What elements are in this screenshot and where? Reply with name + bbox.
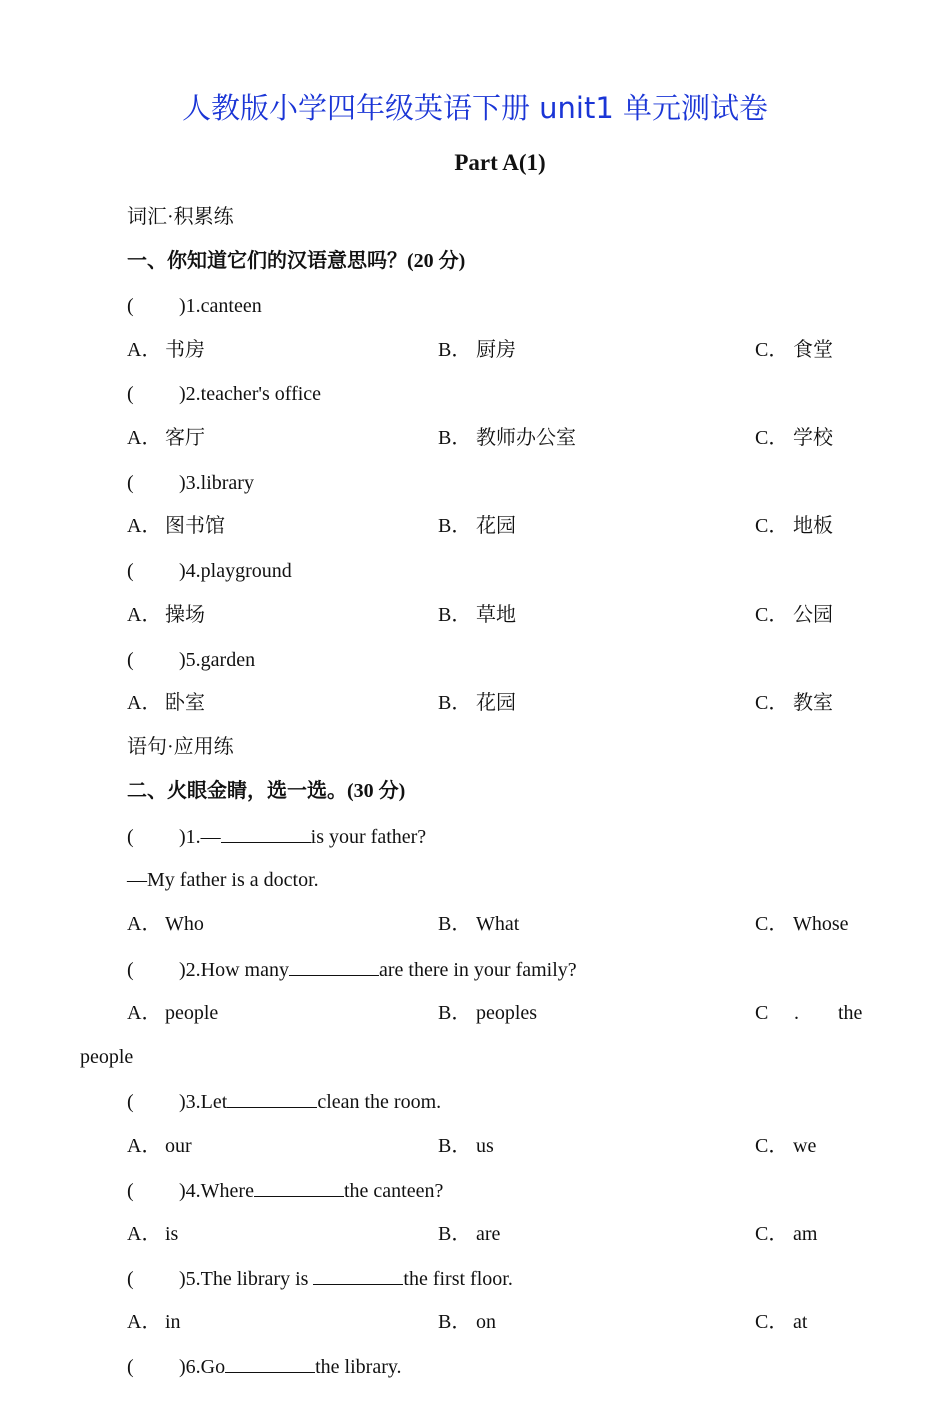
option-a[interactable]: A． is <box>127 1223 179 1245</box>
option-b[interactable]: B． are <box>438 1223 501 1245</box>
option-a[interactable]: A． people <box>127 1002 219 1024</box>
option-b[interactable]: B． 厨房 <box>438 339 516 361</box>
question: ( )2.How many are there in your family? <box>127 955 577 984</box>
question: ( )1.— is your father? <box>127 822 426 851</box>
option-c[interactable]: C． at <box>755 1311 808 1333</box>
option-c[interactable]: C． we <box>755 1135 817 1157</box>
answer-blank[interactable] <box>225 1352 315 1373</box>
option-b[interactable]: B． on <box>438 1311 496 1333</box>
answer-blank[interactable] <box>221 822 311 843</box>
vocab-heading: 词汇·积累练 <box>127 206 234 228</box>
option-b[interactable]: B． us <box>438 1135 494 1157</box>
option-b[interactable]: B． 教师办公室 <box>438 427 576 449</box>
option-c[interactable]: C． 食堂 <box>755 339 833 361</box>
option-c[interactable]: C <box>755 1002 769 1024</box>
question: ( )5.The library is the first floor. <box>127 1264 513 1293</box>
section1-heading: 一、你知道它们的汉语意思吗？(20 分) <box>127 250 466 272</box>
question: ( )1.canteen <box>127 295 262 317</box>
page-title: 人教版小学四年级英语下册 unit1 单元测试卷 <box>181 91 769 125</box>
question: ( )2.teacher's office <box>127 383 322 405</box>
option-b[interactable]: B． 花园 <box>438 692 516 714</box>
question: ( )4.playground <box>127 560 292 582</box>
answer-blank[interactable] <box>254 1176 344 1197</box>
option-c[interactable]: C． am <box>755 1223 818 1245</box>
section2-heading: 二、火眼金睛，选一选。(30 分) <box>127 780 406 802</box>
option-b[interactable]: B． 花园 <box>438 515 516 537</box>
sentence-heading: 语句·应用练 <box>127 736 234 758</box>
option-b[interactable]: B． What <box>438 913 520 935</box>
option-c-word: the <box>838 1002 863 1024</box>
option-a[interactable]: A． in <box>127 1311 181 1333</box>
option-c[interactable]: C． 公园 <box>755 604 833 626</box>
question: ( )4.Where the canteen? <box>127 1176 443 1205</box>
option-a[interactable]: A． Who <box>127 913 204 935</box>
option-b[interactable]: B． peoples <box>438 1002 538 1024</box>
question: ( )6.Go the library. <box>127 1352 402 1381</box>
option-a[interactable]: A． 卧室 <box>127 692 205 714</box>
option-c[interactable]: C． 教室 <box>755 692 833 714</box>
option-a[interactable]: A． 客厅 <box>127 427 205 449</box>
option-c-dot: . <box>794 1002 799 1024</box>
question: ( )3.library <box>127 472 254 494</box>
option-a[interactable]: A． our <box>127 1135 192 1157</box>
answer-blank[interactable] <box>227 1087 317 1108</box>
option-c[interactable]: C． Whose <box>755 913 849 935</box>
option-c-continued: people <box>80 1046 134 1068</box>
answer-blank[interactable] <box>313 1264 403 1285</box>
option-a[interactable]: A． 图书馆 <box>127 515 225 537</box>
option-c[interactable]: C． 地板 <box>755 515 833 537</box>
part-subtitle: Part A(1) <box>454 150 546 175</box>
question-line2: —My father is a doctor. <box>127 869 319 891</box>
answer-blank[interactable] <box>289 955 379 976</box>
option-b[interactable]: B． 草地 <box>438 604 516 626</box>
question: ( )3.Let clean the room. <box>127 1087 441 1116</box>
option-c[interactable]: C． 学校 <box>755 427 833 449</box>
option-a[interactable]: A． 操场 <box>127 604 205 626</box>
question: ( )5.garden <box>127 649 256 671</box>
option-a[interactable]: A． 书房 <box>127 339 205 361</box>
